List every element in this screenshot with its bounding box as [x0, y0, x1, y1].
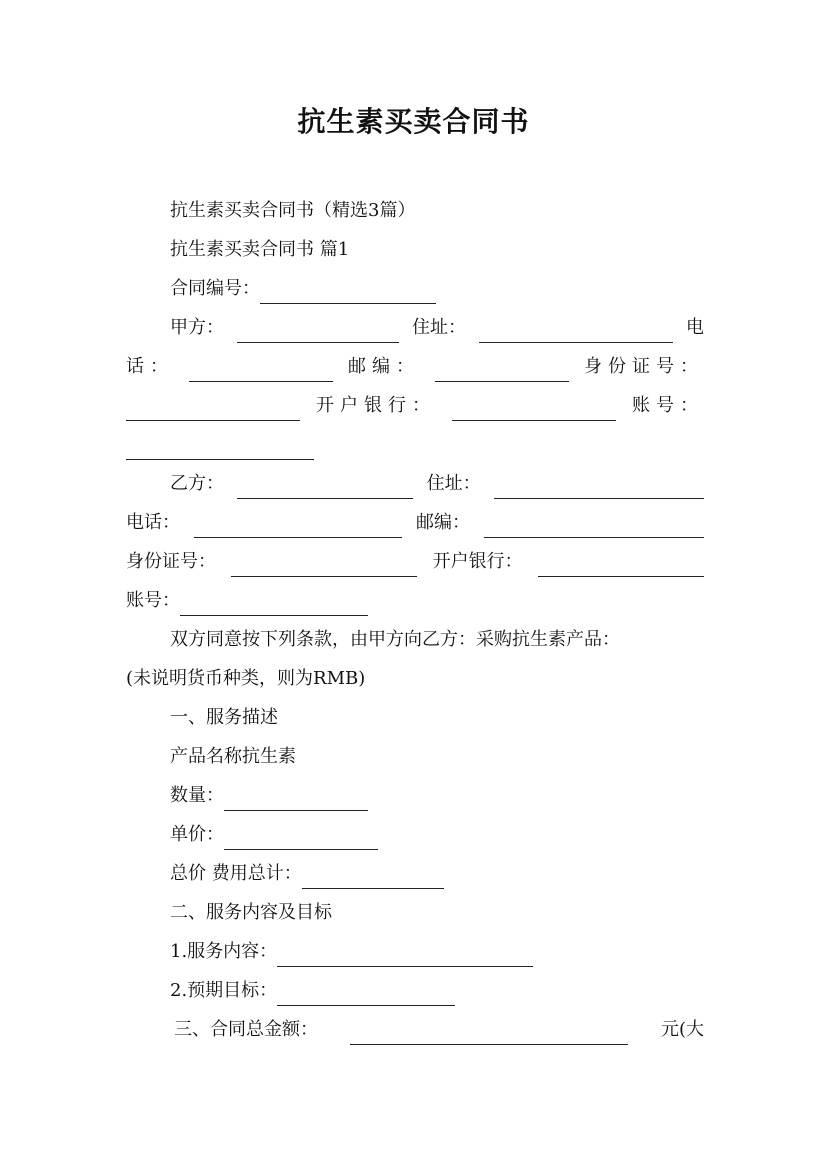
- agreement-line-1: 双方同意按下列条款，由甲方向乙方：采购抗生素产品：: [170, 629, 620, 650]
- party-a-account-blank[interactable]: [126, 437, 314, 460]
- party-a-address-blank[interactable]: [479, 320, 673, 343]
- total-amount-blank[interactable]: [350, 1022, 628, 1045]
- party-a-bank-label: 开户银行：: [316, 395, 436, 416]
- party-a-account-label: 账号：: [632, 395, 704, 416]
- party-a-phone-label-a: 电: [686, 317, 704, 338]
- party-b-account-label: 账号：: [126, 590, 180, 611]
- party-b-bank-label: 开户银行：: [432, 551, 523, 572]
- party-b-line-4: [126, 586, 704, 616]
- party-b-line-2: [126, 508, 704, 538]
- agreement-line-2: (未说明货币种类，则为RMB): [126, 668, 366, 689]
- party-a-address-label: 住址：: [412, 317, 466, 338]
- total-line: [170, 859, 704, 889]
- party-a-id-label: 身份证号：: [584, 356, 704, 377]
- quantity-blank[interactable]: [224, 788, 368, 811]
- party-b-postcode-label: 邮编：: [416, 512, 470, 533]
- document-title: 抗生素买卖合同书: [297, 105, 530, 138]
- party-b-id-label: 身份证号：: [126, 551, 216, 572]
- party-a-name-blank[interactable]: [237, 320, 399, 343]
- party-b-line-1: [170, 469, 704, 499]
- party-b-phone-label: 电话：: [126, 512, 180, 533]
- party-b-address-blank[interactable]: [494, 476, 704, 499]
- unit-price-blank[interactable]: [224, 827, 378, 850]
- party-b-address-label: 住址：: [426, 473, 481, 494]
- contract-number-line: [170, 274, 704, 304]
- part-label: 抗生素买卖合同书 篇1: [170, 239, 350, 260]
- party-b-postcode-blank[interactable]: [484, 515, 704, 538]
- party-b-line-3: [126, 547, 704, 577]
- service-content-label: 1.服务内容：: [170, 941, 278, 962]
- party-a-bank-blank[interactable]: [452, 398, 616, 421]
- section-3-heading: 三、合同总金额：: [174, 1019, 318, 1040]
- party-a-label: 甲方：: [170, 317, 224, 338]
- party-b-phone-blank[interactable]: [194, 515, 402, 538]
- party-a-phone-blank[interactable]: [189, 359, 333, 382]
- unit-price-line: [170, 820, 704, 850]
- section-1-heading: 一、服务描述: [170, 707, 278, 728]
- total-blank[interactable]: [302, 866, 444, 889]
- service-content-blank[interactable]: [277, 944, 533, 967]
- party-a-postcode-label: 邮编：: [348, 356, 420, 377]
- party-b-id-blank[interactable]: [231, 554, 417, 577]
- quantity-label: 数量：: [170, 785, 224, 806]
- subtitle: 抗生素买卖合同书（精选3篇）: [170, 200, 416, 221]
- unit-price-label: 单价：: [170, 824, 224, 845]
- party-b-bank-blank[interactable]: [538, 554, 704, 577]
- product-name: 产品名称抗生素: [170, 746, 296, 767]
- quantity-line: [170, 781, 704, 811]
- section-3-line: [174, 1015, 704, 1045]
- party-a-phone-label-b: 话：: [126, 356, 174, 377]
- section-3-suffix: 元(大: [660, 1019, 704, 1040]
- party-a-id-blank[interactable]: [126, 398, 300, 421]
- party-b-label: 乙方：: [170, 473, 224, 494]
- party-a-postcode-blank[interactable]: [435, 359, 569, 382]
- party-a-line-1: [170, 313, 704, 343]
- expected-goal-line: [170, 976, 704, 1006]
- party-b-account-blank[interactable]: [180, 593, 368, 616]
- party-a-line-3: [126, 391, 704, 421]
- party-a-line-2: [126, 352, 704, 382]
- section-2-heading: 二、服务内容及目标: [170, 902, 332, 923]
- contract-number-blank[interactable]: [260, 281, 436, 304]
- service-content-line: [170, 937, 704, 967]
- total-label: 总价 费用总计：: [170, 863, 302, 884]
- party-b-name-blank[interactable]: [237, 476, 413, 499]
- expected-goal-blank[interactable]: [277, 983, 455, 1006]
- contract-number-label: 合同编号：: [170, 278, 260, 299]
- party-a-line-4: [126, 430, 704, 460]
- expected-goal-label: 2.预期目标：: [170, 980, 278, 1001]
